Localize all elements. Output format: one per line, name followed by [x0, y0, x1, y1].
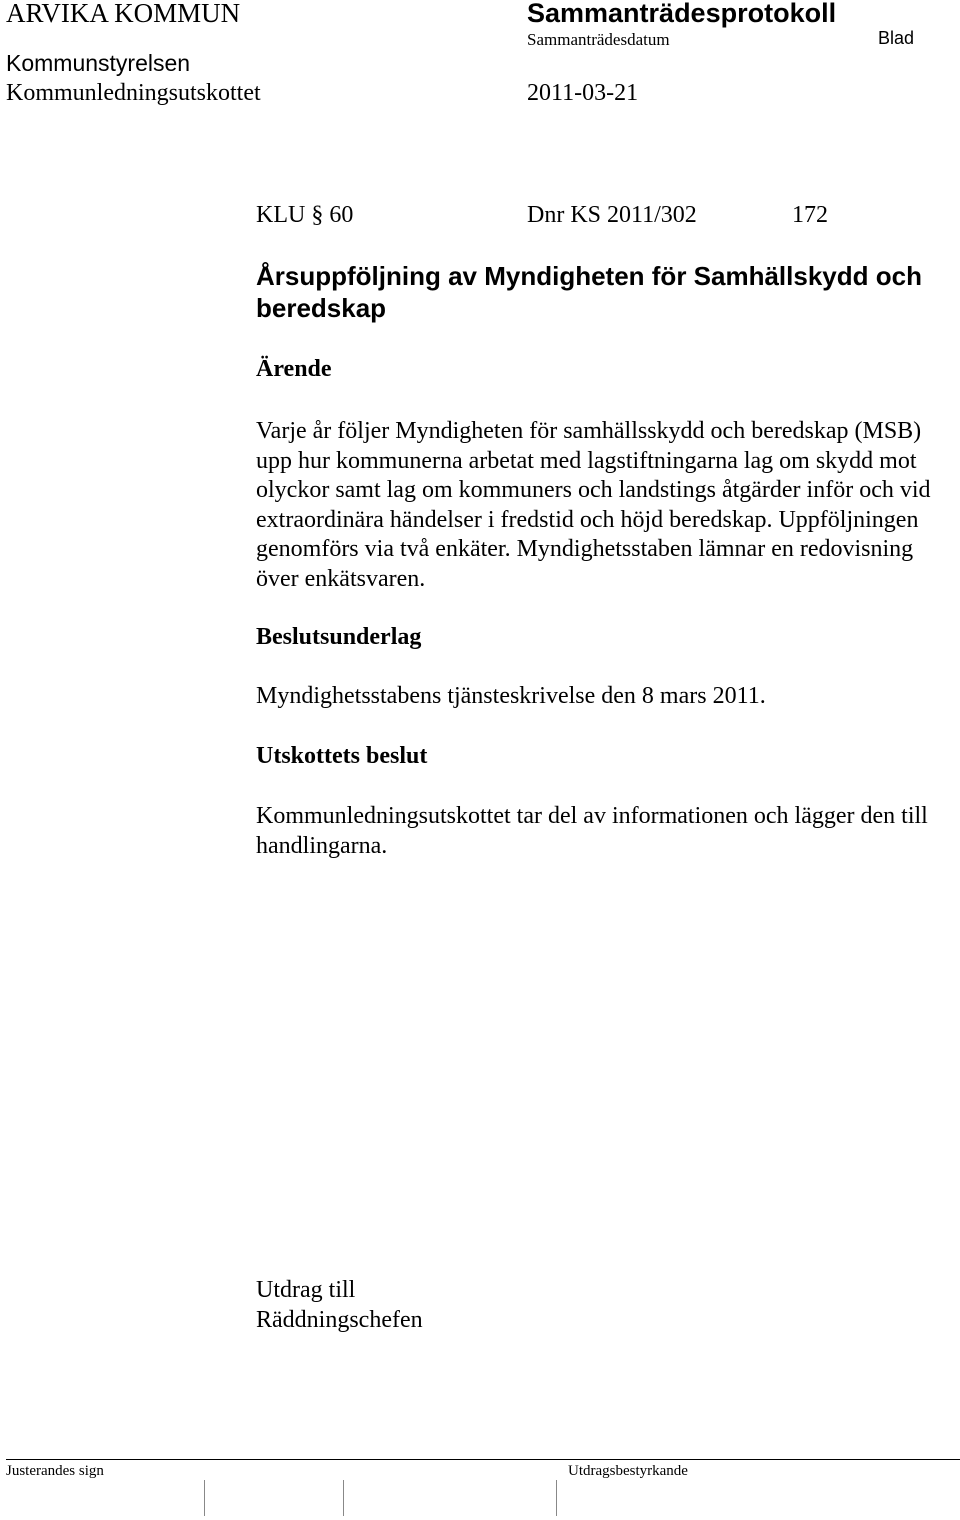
distribution-label: Utdrag till — [256, 1277, 356, 1303]
date-label: Sammanträdesdatum — [527, 30, 670, 49]
section-heading-beslut: Utskottets beslut — [256, 743, 428, 769]
document-title: Årsuppföljning av Myndigheten för Samhällskydd och beredskap — [256, 261, 922, 323]
footer-divider — [6, 1459, 960, 1460]
signature-box-divider — [556, 1480, 557, 1516]
board-name: Kommunstyrelsen — [6, 50, 191, 76]
section-heading-beslutsunderlag: Beslutsunderlag — [256, 624, 422, 650]
committee-name: Kommunledningsutskottet — [6, 80, 261, 106]
section-text-beslut: Kommunledningsutskottet tar del av informationen och lägger den till handlingarna. — [256, 803, 928, 859]
signature-label: Justerandes sign — [6, 1463, 104, 1479]
case-paragraph: KLU § 60 — [256, 202, 354, 228]
signature-box-divider — [204, 1480, 205, 1516]
protocol-title: Sammanträdesprotokoll — [527, 0, 837, 28]
distribution-list — [256, 1276, 423, 1335]
section-heading-arende: Ärende — [256, 356, 332, 382]
section-text-beslutsunderlag: Myndighetsstabens tjänsteskrivelse den 8 mars 2011. — [256, 683, 766, 709]
extract-certification-label: Utdragsbestyrkande — [568, 1463, 688, 1479]
signature-box-divider — [343, 1480, 344, 1516]
case-diary-number: Dnr KS 2011/302 — [527, 202, 697, 228]
organization-name: ARVIKA KOMMUN — [6, 0, 241, 28]
distribution-recipient: Räddningschefen — [256, 1306, 423, 1333]
section-text-arende: Varje år följer Myndigheten för samhällsskydd och beredskap (MSB) upp hur kommunerna arbetat med lagstiftningarna lag om skydd mot olyckor samt lag om kommuners och landstings åtgärder inför och vid extraordinära händelser i fredstid och höjd beredskap. Uppföljningen genomförs via två enkäter. Myndighetsstaben lämnar en redovisning över enkätsvaren. — [256, 418, 931, 592]
case-page-number: 172 — [792, 202, 828, 228]
meeting-date: 2011-03-21 — [527, 80, 639, 106]
page-label: Blad — [878, 28, 915, 48]
